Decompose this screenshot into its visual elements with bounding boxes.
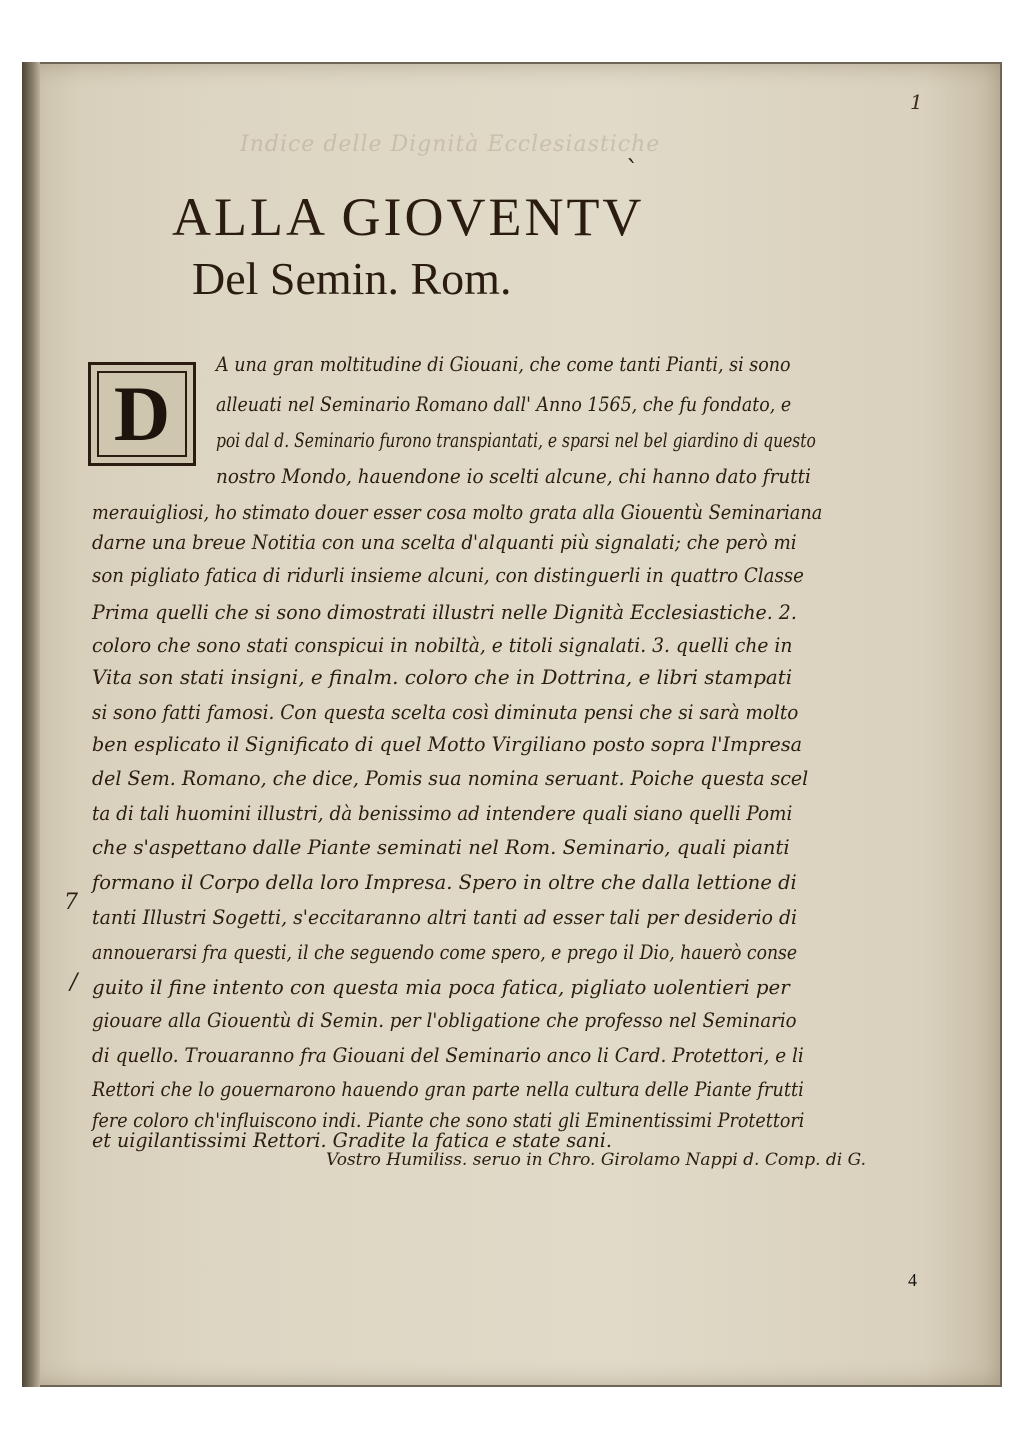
manuscript-line: fere coloro ch'influiscono indi. Piante che sono stati gli Eminentissimi Protettori (92, 1108, 805, 1132)
book-binding-edge (22, 62, 40, 1387)
margin-mark: 7 (64, 890, 78, 915)
manuscript-line: di quello. Trouaranno fra Giouani del Seminario anco li Card. Protettori, e li (92, 1043, 804, 1067)
margin-mark: / (70, 970, 78, 995)
page-number: 4 (908, 1270, 917, 1290)
manuscript-line: si sono fatti famosi. Con questa scelta così diminuta pensi che si sarà molto (92, 700, 799, 724)
manuscript-page (22, 62, 1002, 1387)
manuscript-line: del Sem. Romano, che dice, Pomis sua nomina seruant. Poiche questa scel (92, 766, 809, 790)
manuscript-line: ben esplicato il Significato di quel Motto Virgiliano posto sopra l'Impresa (92, 732, 803, 756)
manuscript-line: darne una breue Notitia con una scelta d'alquanti più signalati; che però mi (92, 530, 797, 554)
manuscript-line: coloro che sono stati conspicui in nobiltà, e titoli signalati. 3. quelli che in (92, 633, 793, 657)
manuscript-line: poi dal d. Seminario furono transpiantati, e sparsi nel bel giardino di questo (216, 428, 816, 452)
manuscript-line: tanti Illustri Sogetti, s'eccitaranno altri tanti ad esser tali per desiderio di (92, 905, 798, 929)
manuscript-line: giouare alla Giouentù di Semin. per l'obligatione che professo nel Seminario (92, 1008, 797, 1032)
manuscript-line: Prima quelli che si sono dimostrati illustri nelle Dignità Ecclesiastiche. 2. (92, 600, 797, 624)
manuscript-line: merauigliosi, ho stimato douer esser cosa molto grata alla Giouentù Seminariana (92, 500, 823, 524)
page-subtitle: Del Semin. Rom. (192, 253, 512, 304)
bleed-through-heading: Indice delle Dignità Ecclesiastiche (240, 132, 661, 157)
signature-line: Vostro Humiliss. seruo in Chro. Girolamo Nappi d. Comp. di G. (326, 1150, 867, 1170)
accent-mark: ` (626, 156, 639, 186)
manuscript-line: Vita son stati insigni, e finalm. coloro che in Dottrina, e libri stampati (92, 665, 793, 689)
folio-mark: 1 (910, 90, 923, 114)
manuscript-line: guito il fine intento con questa mia poca fatica, pigliato uolentieri per (92, 975, 790, 999)
manuscript-line: alleuati nel Seminario Romano dall' Anno 1565, che fu fondato, e (216, 392, 792, 416)
manuscript-line: Rettori che lo gouernarono hauendo gran parte nella cultura delle Piante frutti (92, 1077, 804, 1101)
manuscript-line: et uigilantissimi Rettori. Gradite la fatica e state sani. (92, 1128, 612, 1152)
initial-letter: D (113, 370, 171, 457)
manuscript-line: A una gran moltitudine di Giouani, che come tanti Pianti, si sono (216, 352, 791, 376)
manuscript-line: son pigliato fatica di ridurli insieme alcuni, con distinguerli in quattro Classe (92, 563, 804, 587)
page-title: ALLA GIOVENTV (172, 187, 645, 247)
manuscript-line: annouerarsi fra questi, il che seguendo come spero, e prego il Dio, hauerò conse (92, 940, 798, 964)
manuscript-line: formano il Corpo della loro Impresa. Spero in oltre che dalla lettione di (92, 870, 797, 894)
manuscript-line: ta di tali huomini illustri, dà benissimo ad intendere quali siano quelli Pomi (92, 801, 793, 825)
manuscript-line: nostro Mondo, hauendone io scelti alcune, chi hanno dato frutti (216, 464, 811, 488)
decorated-initial (88, 362, 196, 466)
manuscript-line: che s'aspettano dalle Piante seminati nel Rom. Seminario, quali pianti (92, 835, 790, 859)
